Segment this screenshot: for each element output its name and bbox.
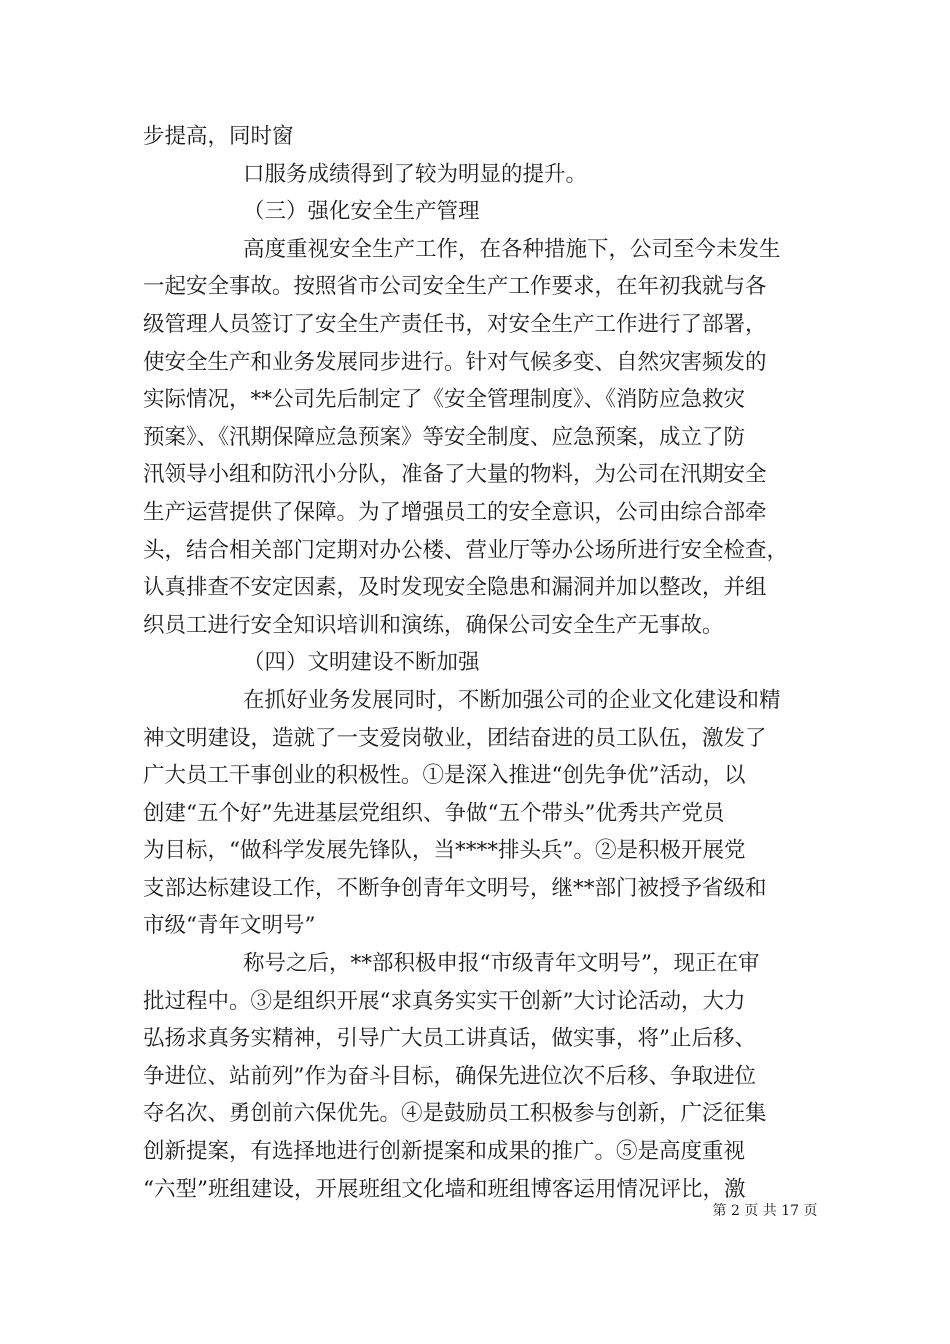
text-line: 一起安全事故。按照省市公司安全生产工作要求，在年初我就与各 bbox=[143, 274, 767, 300]
text-line: “六型”班组建设，开展班组文化墙和班组博客运用情况评比，激 bbox=[143, 1176, 746, 1202]
text-line: 市级“青年文明号” bbox=[143, 913, 316, 939]
text-line: 弘扬求真务实精神，引导广大员工讲真话，做实事，将”止后移、 bbox=[143, 1026, 756, 1052]
text-line: 批过程中。③是组织开展“求真务实实干创新”大讨论活动，大力 bbox=[143, 988, 746, 1014]
text-line: 称号之后，**部积极申报“市级青年文明号”，现正在审 bbox=[243, 951, 760, 977]
text-line: 级管理人员签订了安全生产责任书，对安全生产工作进行了部署， bbox=[143, 311, 767, 337]
text-line: 创新提案，有选择地进行创新提案和成果的推广。⑤是高度重视 bbox=[143, 1139, 746, 1165]
text-line: 争进位、站前列”作为奋斗目标，确保先进位次不后移、争取进位 bbox=[143, 1063, 756, 1089]
text-line: 织员工进行安全知识培训和演练，确保公司安全生产无事故。 bbox=[143, 612, 724, 638]
text-line: 支部达标建设工作，不断争创青年文明号，继**部门被授予省级和 bbox=[143, 875, 767, 901]
text-line: 夺名次、勇创前六保优先。④是鼓励员工积极参与创新，广泛征集 bbox=[143, 1101, 767, 1127]
text-line: （四）文明建设不断加强 bbox=[243, 650, 480, 676]
text-line: 认真排查不安定因素，及时发现安全隐患和漏洞并加以整改，并组 bbox=[143, 575, 767, 601]
text-line: 预案》、《汛期保障应急预案》等安全制度、应急预案，成立了防 bbox=[143, 424, 746, 450]
text-line: 在抓好业务发展同时，不断加强公司的企业文化建设和精 bbox=[243, 687, 781, 713]
text-line: （三）强化安全生产管理 bbox=[243, 199, 480, 225]
page-number: 第 2 页 共 17 页 bbox=[712, 1203, 818, 1219]
text-line: 广大员工干事创业的积极性。①是深入推进“创先争优”活动，以 bbox=[143, 763, 746, 789]
text-line: 创建“五个好”先进基层党组织、争做“五个带头”优秀共产党员 bbox=[143, 800, 725, 826]
text-line: 为目标，“做科学发展先锋队，当****排头兵”。②是积极开展党 bbox=[143, 838, 746, 864]
text-line: 使安全生产和业务发展同步进行。针对气候多变、自然灾害频发的 bbox=[143, 349, 767, 375]
text-line: 头，结合相关部门定期对办公楼、营业厅等办公场所进行安全检查， bbox=[143, 537, 789, 563]
text-line: 汛领导小组和防汛小分队，准备了大量的物料，为公司在汛期安全 bbox=[143, 462, 767, 488]
text-line: 高度重视安全生产工作，在各种措施下，公司至今未发生 bbox=[243, 236, 781, 262]
text-line: 神文明建设，造就了一支爱岗敬业，团结奋进的员工队伍，激发了 bbox=[143, 725, 767, 751]
text-line: 生产运营提供了保障。为了增强员工的安全意识，公司由综合部牵 bbox=[143, 499, 767, 525]
text-line: 步提高，同时窗 bbox=[143, 124, 294, 149]
text-line: 实际情况，**公司先后制定了《安全管理制度》、《消防应急救灾 bbox=[143, 387, 746, 413]
body-text bbox=[143, 118, 823, 1208]
text-line: 口服务成绩得到了较为明显的提升。 bbox=[243, 161, 588, 187]
